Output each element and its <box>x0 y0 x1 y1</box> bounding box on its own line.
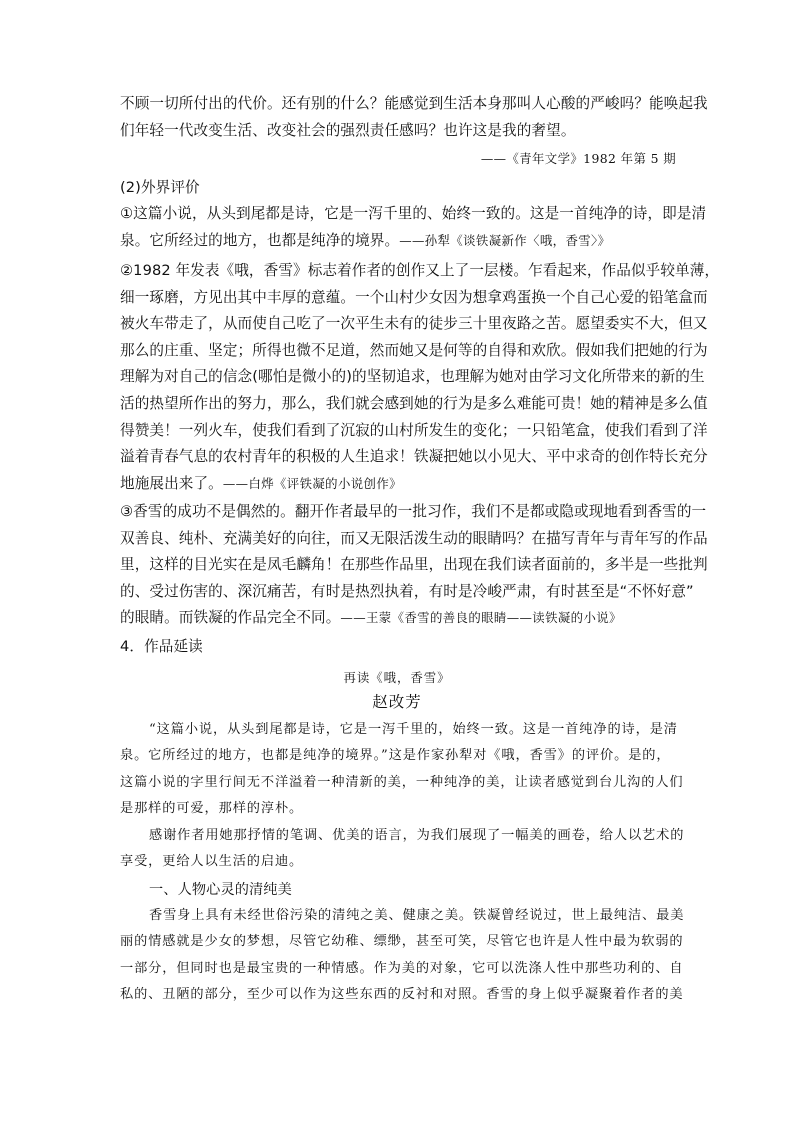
text-line: 一部分，但同时也是最宝贵的一种情感。作为美的对象，它可以洗涤人性中那些功利的、自 <box>120 960 684 976</box>
essay-title: 再读《哦，香雪》 <box>343 670 451 685</box>
text-line: ①这篇小说，从头到尾都是诗，它是一泻千里的、始终一致的。这是一首纯净的诗，即是清 <box>120 205 707 222</box>
subheading: 一、人物心灵的清纯美 <box>149 882 292 898</box>
quote-continuation <box>120 91 708 144</box>
source-citation: ——白烨《评铁凝的小说创作》 <box>222 475 402 491</box>
text-line <box>120 228 676 255</box>
text-fragment: 的眼睛。而铁凝的作品完全不同。 <box>120 609 341 627</box>
evaluation-item-3 <box>120 499 708 632</box>
essay-author: 赵改芳 <box>372 693 422 711</box>
section-heading-external-eval <box>120 175 676 202</box>
text-fragment: 地施展出来了。 <box>120 474 223 492</box>
text-line: 溢着青春气息的农村青年的积极的人生追求！铁凝把她以小见大、平中求奇的创作特长充分 <box>120 448 708 466</box>
text-line: 香雪身上具有未经世俗污染的清纯之美、健康之美。铁凝曾经说过，世上最纯洁、最美 <box>149 908 685 923</box>
source-citation: ——王蒙《香雪的善良的眼睛——读铁凝的小说》 <box>340 610 622 626</box>
text-fragment: 泉。它所经过的地方，也都是纯净的境界。 <box>120 231 400 249</box>
text-line: 感谢作者用她那抒情的笔调、优美的语言，为我们展现了一幅美的画卷，给人以艺术的 <box>149 828 685 843</box>
text-line: 是那样的可爱，那样的淳朴。 <box>120 801 304 817</box>
source-citation: ——《青年文学》1982 年第 5 期 <box>480 151 676 166</box>
text-line: 不顾一切所付出的代价。还有别的什么？能感觉到生活本身那叫人心酸的严峻吗？能唤起我 <box>120 95 708 112</box>
text-line: 得赞美！一列火车，使我们看到了沉寂的山村所发生的变化；一只铅笔盒，使我们看到了洋 <box>120 421 708 439</box>
evaluation-item-2 <box>120 258 720 497</box>
section-heading: (2)外界评价 <box>120 179 200 196</box>
text-line: 们年轻一代改变生活、改变社会的强烈责任感吗？也许这是我的奢望。 <box>120 121 576 139</box>
text-line: 丽的情感就是少女的梦想，尽管它幼稚、缥缈，甚至可笑，尽管它也许是人性中最为软弱的 <box>120 934 684 950</box>
text-line: ②1982 年发表《哦，香雪》标志着作者的创作又上了一层楼。乍看起来，作品似乎较单薄， <box>120 262 720 279</box>
text-line: 理解为对自己的信念(哪怕是微小的)的坚韧追求，也理解为她对由学习文化所带来的新的生 <box>120 368 705 386</box>
text-line: 私的、丑陋的部分，至少可以作为这些东西的反衬和对照。香雪的身上似乎凝聚着作者的美 <box>120 987 684 1003</box>
text-line: 里，这样的目光实在是凤毛麟角！在那些作品里，出现在我们读者面前的，多半是一些批判 <box>120 556 708 574</box>
text-line: 泉。它所经过的地方，也都是纯净的境界。”这是作家孙犁对《哦，香雪》的评价。是的， <box>120 748 671 764</box>
section-heading-4 <box>120 634 676 661</box>
essay-paragraph-1 <box>120 717 684 823</box>
essay-subheading <box>120 877 676 904</box>
text-line: 被火车带走了，从而使自己吃了一次平生未有的徒步三十里夜路之苦。愿望委实不大，但又 <box>120 315 708 333</box>
text-line: 这篇小说的字里行间无不洋溢着一种清新的美，一种纯净的美，让读者感觉到台儿沟的人们 <box>120 774 684 790</box>
text-line: 活的热望所作出的努力，那么，我们就会感到她的行为是多么难能可贵！她的精神是多么值 <box>120 394 708 412</box>
text-line: “这篇小说，从头到尾都是诗，它是一泻千里的，始终一致。这是一首纯净的诗，是清 <box>149 722 678 737</box>
essay-paragraph-3 <box>120 903 685 1009</box>
text-line: 双善良、纯朴、充满美好的向往，而又无限活泼生动的眼睛吗？在描写青年与青年写的作品 <box>120 529 708 547</box>
text-line: 细一琢磨，方见出其中丰厚的意蕴。一个山村少女因为想拿鸡蛋换一个自己心爱的铅笔盒而 <box>120 288 708 306</box>
text-line: 的、受过伤害的、深沉痛苦，有时是热烈执着，有时是冷峻严肃，有时甚至是“不怀好意” <box>120 582 694 600</box>
section-heading: 4．作品延读 <box>120 638 203 655</box>
text-line: 那么的庄重、坚定；所得也微不足道，然而她又是何等的自得和欢欣。假如我们把她的行为 <box>120 341 708 359</box>
text-line <box>120 471 676 498</box>
evaluation-item-1 <box>120 201 707 254</box>
text-line: ③香雪的成功不是偶然的。翻开作者最早的一批习作，我们不是都或隐或现地看到香雪的一 <box>120 503 707 520</box>
source-citation: ——孙犁《谈铁凝新作〈哦，香雪〉》 <box>399 232 611 248</box>
text-line: 享受，更给人以生活的启迪。 <box>120 854 304 870</box>
essay-paragraph-2 <box>120 823 685 876</box>
text-line <box>120 605 676 632</box>
